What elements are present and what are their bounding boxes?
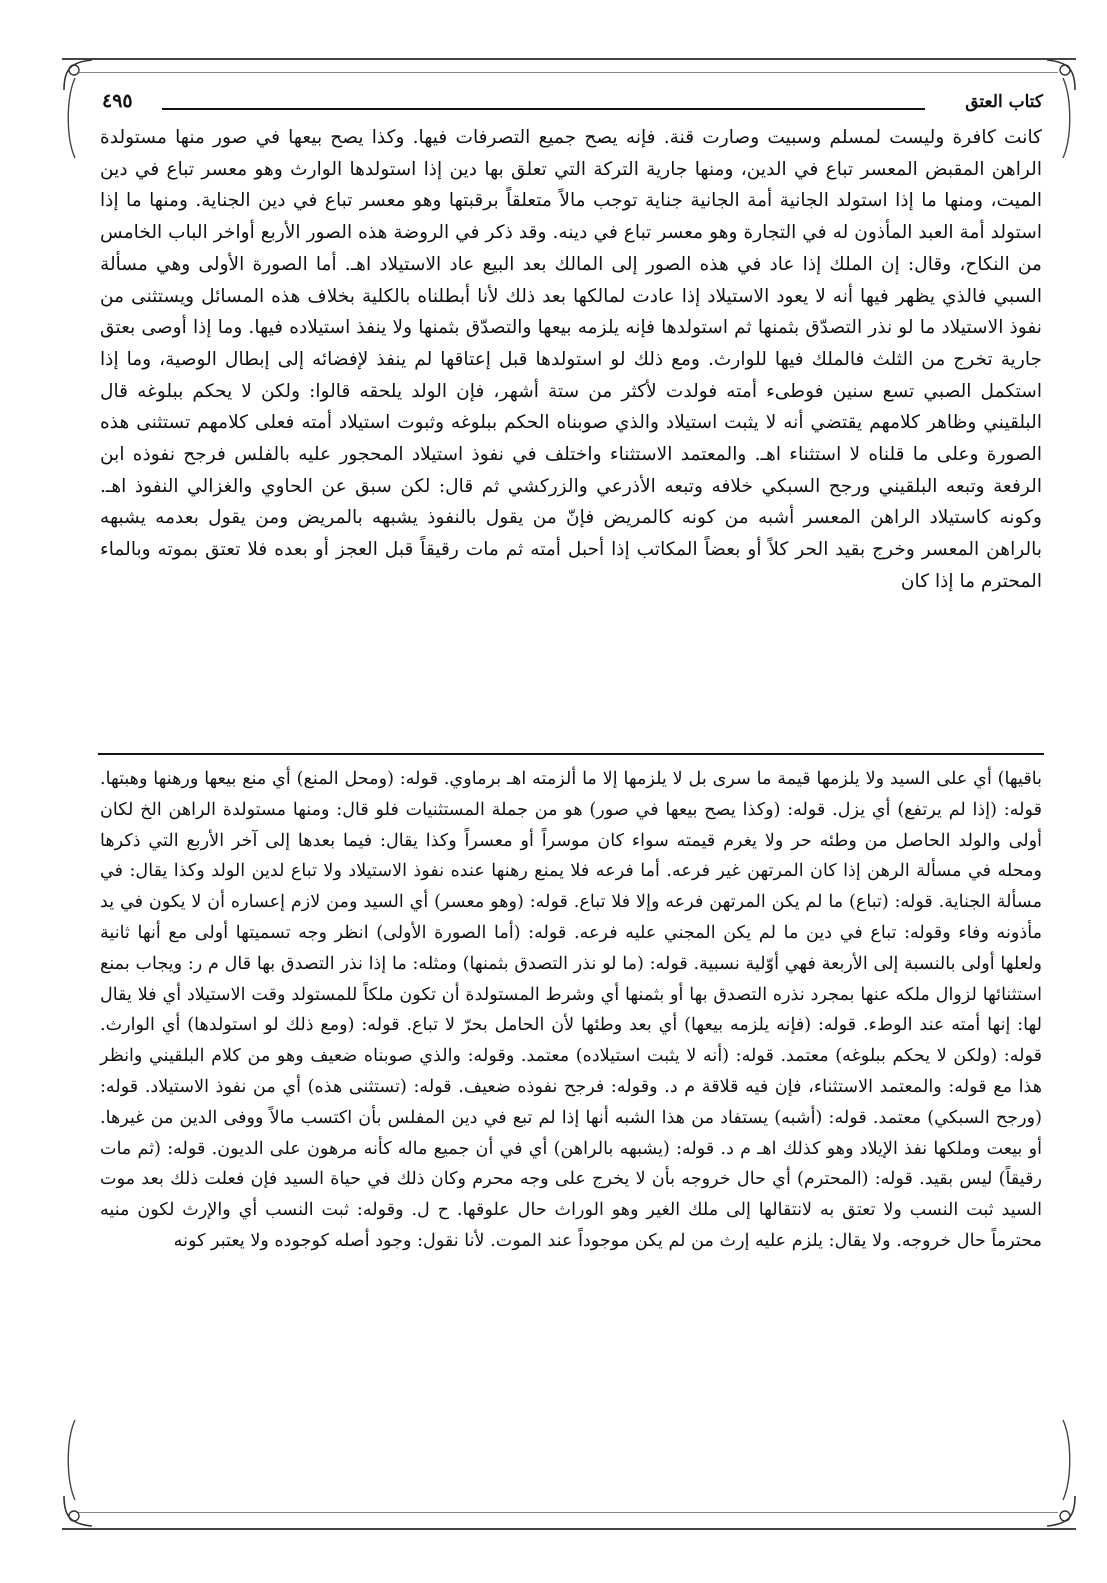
side-ornament-icon: [64, 78, 86, 158]
main-paragraph: كانت كافرة وليست لمسلم وسبيت وصارت قنة. فإنه يصح جميع التصرفات فيها. وكذا يصح بيعها في صور منها مستولدة الراهن المقبض المعسر تباع في الدين، ومنها جارية التركة التي تعلق بها دين إذا استولدها الوارث وهو معسر تباع في دين الميت، ومنها ما إذا استولد الجانية أمة الجانية جناية توجب مالاً متعلقاً برقبتها وهو معسر تباع في دين الجناية. ومنها ما إذا استولد أمة العبد المأذون له في التجارة وهو معسر تباع في دينه. وقد ذكر في الروضة هذه الصور الأربع أواخر الباب الخامس من النكاح، وقال: إن الملك إذا عاد في هذه الصور إلى المالك بعد البيع عاد الاستيلاد اهـ. أما الصورة الأولى وهي مسألة السبي فالذي يظهر فيها أنه لا يعود الاستيلاد إذا عادت لمالكها بعد ذلك لأنا أبطلناه بالكلية بخلاف هذه المسائل ويستثنى من نفوذ الاستيلاد ما لو نذر التصدّق بثمنها ثم استولدها فإنه يلزمه بيعها والتصدّق بثمنها ولا ينفذ استيلاده فيها. وما إذا أوصى بعتق جارية تخرج من الثلث فالملك فيها للوارث. ومع ذلك لو استولدها قبل إعتاقها لم ينفذ لإفضائه إلى إبطال الوصية، وما إذا استكمل الصبي تسع سنين فوطىء أمته فولدت لأكثر من ستة أشهر، فإن الولد يلحقه قالوا: ولكن لا يحكم ببلوغه قال البلقيني وظاهر كلامهم يقتضي أنه لا يثبت استيلاد والذي صوبناه الحكم ببلوغه وثبوت استيلاد أمته فعلى كلامهم تستثنى هذه الصورة وعلى ما قلناه لا استثناء اهـ. والمعتمد الاستثناء واختلف في نفوذ استيلاد المحجور عليه بالفلس فرجح نفوذه ابن الرفعة وتبعه البلقيني ورجح السبكي خلافه وتبعه الأذرعي والزركشي ثم قال: لكن سبق عن الحاوي والغزالي النفوذ اهـ. وكونه كاستيلاد الراهن المعسر أشبه من كونه كالمريض فإنّ من يقول بالنفوذ يشبهه بالمريض ومن يقول بعدمه يشبهه بالراهن المعسر وخرج بقيد الحر كلاً أو بعضاً المكاتب إذا أحبل أمته ثم مات رقيقاً قبل العجز أو بعده فلا تعتق بموته وبالماء المحترم ما إذا كان: [100, 127, 1042, 592]
frame-bottom-rule: [78, 1512, 1058, 1513]
header-rule: [162, 108, 925, 110]
running-header: [98, 86, 1043, 120]
frame-top-rule: [78, 72, 1058, 73]
side-ornament-icon: [64, 1420, 86, 1500]
side-ornament-icon: [1052, 1420, 1074, 1500]
side-ornament-icon: [1052, 78, 1074, 158]
main-text-block: [100, 122, 1042, 598]
commentary-paragraph: باقيها) أي على السيد ولا يلزمها قيمة ما سرى بل لا يلزمها إلا ما ألزمته اهـ برماوي. قوله: (ومحل المنع) أي منع بيعها ورهنها وهبتها. قوله: (إذا لم يرتفع) أي يزل. قوله: (وكذا يصح بيعها في صور) هو من جملة المستثنيات فلو قال: ومنها مستولدة الراهن الخ لكان أولى والولد الحاصل من وطئه حر ولا يغرم قيمته سواء كان موسراً أو معسراً وكذا يقال: فيما بعدها إلى آخر الأربع التي ذكرها ومحله في مسألة الرهن إذا كان المرتهن غير فرعه. أما فرعه فلا يمنع رهنها عنده نفوذ الاستيلاد ولا تباع لدين الولد وكذا يقال: في مسألة الجناية. قوله: (تباع) ما لم يكن المرتهن فرعه وإلا فلا تباع. قوله: (وهو معسر) أي السيد ومن لازم إعساره أن لا يكون في يد مأذونه وفاء وقوله: تباع في دين ما لم يكن المجني عليه فرعه. قوله: (أما الصورة الأولى) انظر وجه تسميتها أولى مع أنها ثانية ولعلها أولى بالنسبة إلى الأربعة فهي أوّلية نسبية. قوله: (ما لو نذر التصدق بثمنها) ومثله: ما إذا نذر التصدق بها قال م ر: ويجاب بمنع استثنائها لزوال ملكه عنها بمجرد نذره التصدق بها أو بثمنها أي وشرط المستولدة أن تكون ملكاً للمستولد وقت الاستيلاد أي فلا يقال لها: إنها أمته عند الوطء. قوله: (فإنه يلزمه بيعها) أي بعد وطئها لأن الحامل بحرّ لا تباع. قوله: (ومع ذلك لو استولدها) أي الوارث. قوله: (ولكن لا يحكم ببلوغه) معتمد. قوله: (أنه لا يثبت استيلاده) معتمد. وقوله: والذي صوبناه ضعيف وهو من كلام البلقيني وانظر هذا مع قوله: والمعتمد الاستثناء، فإن فيه قلاقة م د. وقوله: فرجح نفوذه ضعيف. قوله: (تستثنى هذه) أي من نفوذ الاستيلاد. قوله: (ورجح السبكي) معتمد. قوله: (أشبه) يستفاد من هذا الشبه أنها إذا لم تبع في دين المفلس بأن اكتسب مالاً ووفى الدين من غيرها. أو بيعت وملكها نفذ الإيلاد وهو كذلك اهـ م د. قوله: (يشبهه بالراهن) أي في أن جميع ماله كأنه مرهون على الديون. قوله: (ثم مات رقيقاً) ليس بقيد. قوله: (المحترم) أي حال خروجه بأن لا يخرج على وجه محرم وكان ذلك في حياة السيد فإن فعلت ذلك بعد موت السيد ثبت النسب ولا تعتق به لانتقالها إلى ملك الغير وهو الوراث حال علوقها. ح ل. وقوله: ثبت النسب أي والإرث لكون منيه محترماً حال خروجه. ولا يقال: يلزم عليه إرث من لم يكن موجوداً عند الموت. لأنا نقول: وجود أصله كوجوده ولا يعتبر كونه: [100, 769, 1042, 1251]
footnote-separator: [98, 753, 1044, 755]
page-number: ٤٩٥: [102, 90, 133, 112]
commentary-block: [100, 764, 1042, 1257]
book-title: كتاب العتق: [965, 92, 1043, 112]
